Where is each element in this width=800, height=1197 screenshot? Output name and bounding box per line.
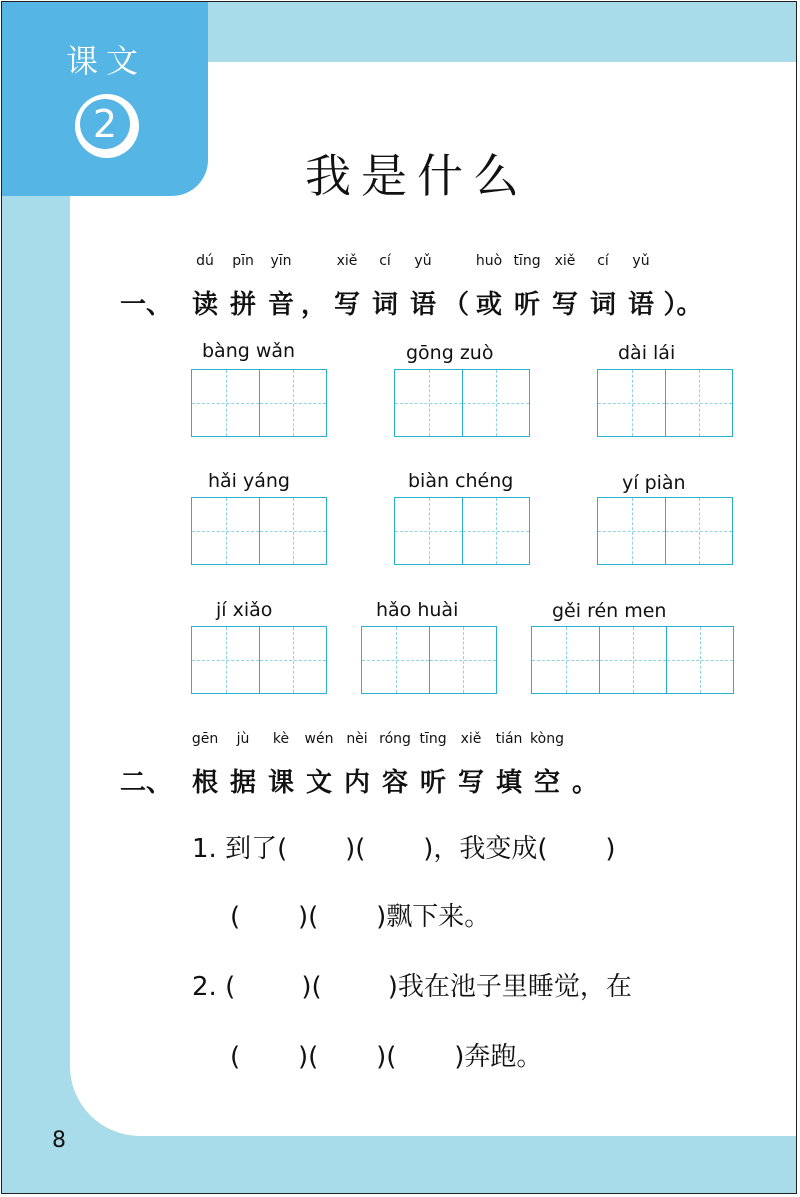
heading-char-text: 填 bbox=[496, 768, 523, 798]
heading-char-pinyin: kè bbox=[272, 731, 290, 747]
heading-char bbox=[224, 253, 262, 321]
heading-char-text: 音 bbox=[268, 290, 295, 320]
heading-char-text: 词 bbox=[372, 290, 399, 320]
word-pinyin: dài lái bbox=[618, 342, 676, 364]
writing-grid[interactable] bbox=[191, 626, 327, 694]
heading-char-pinyin: yǔ bbox=[632, 253, 650, 269]
word-pinyin: hǎo huài bbox=[376, 599, 459, 621]
writing-grid[interactable] bbox=[394, 497, 530, 565]
writing-grid[interactable] bbox=[191, 497, 327, 565]
heading-char-pinyin: xiě bbox=[460, 731, 482, 747]
writing-grid[interactable] bbox=[361, 626, 497, 694]
heading-char-pinyin: róng bbox=[379, 731, 411, 747]
section1-number: 一、 bbox=[120, 290, 173, 320]
writing-grid[interactable] bbox=[394, 369, 530, 437]
word-pinyin: bàng wǎn bbox=[202, 340, 296, 362]
heading-char-text: 。 bbox=[572, 768, 599, 798]
heading-char bbox=[546, 253, 584, 321]
heading-char-text: 课 bbox=[268, 768, 295, 798]
word-pinyin: gěi rén men bbox=[552, 600, 667, 622]
heading-char-text: ， bbox=[301, 290, 328, 320]
heading-char-text: 据 bbox=[230, 768, 257, 798]
section1-heading bbox=[120, 253, 706, 321]
heading-char bbox=[452, 731, 490, 799]
heading-char-pinyin: pīn bbox=[232, 253, 254, 269]
heading-char bbox=[660, 284, 706, 321]
heading-char-text: 语 bbox=[410, 290, 437, 320]
lesson-number: 2 bbox=[80, 99, 130, 149]
heading-char bbox=[338, 731, 376, 799]
fill-blank-line[interactable]: 2. ( )( )我在池子里睡觉，在 bbox=[192, 972, 632, 1002]
page-title: 我是什么 bbox=[305, 149, 529, 203]
heading-char bbox=[186, 731, 224, 799]
heading-char bbox=[508, 253, 546, 321]
writing-grid[interactable] bbox=[531, 626, 734, 694]
page-number: 8 bbox=[52, 1128, 66, 1153]
heading-char-pinyin: yīn bbox=[270, 253, 292, 269]
heading-char-text: 语 bbox=[628, 290, 655, 320]
heading-char-text: 写 bbox=[334, 290, 361, 320]
heading-char-pinyin: cí bbox=[379, 253, 391, 269]
heading-char-text: （ bbox=[443, 290, 470, 320]
heading-char-pinyin: yǔ bbox=[414, 253, 432, 269]
heading-char-pinyin: tián bbox=[495, 731, 523, 747]
heading-char bbox=[404, 253, 442, 321]
heading-char-pinyin: dú bbox=[196, 253, 214, 269]
heading-char bbox=[490, 731, 528, 799]
word-pinyin: biàn chéng bbox=[408, 470, 514, 492]
word-pinyin: hǎi yáng bbox=[208, 470, 290, 492]
fill-blank-line[interactable]: ( )( )飘下来。 bbox=[230, 902, 491, 932]
heading-char-pinyin: gēn bbox=[191, 731, 219, 747]
page-frame bbox=[1, 1, 797, 1194]
heading-char bbox=[224, 731, 262, 799]
heading-char-text: 拼 bbox=[230, 290, 257, 320]
fill-blank-line[interactable]: 1. 到了( )( )，我变成( ) bbox=[192, 834, 616, 864]
heading-char bbox=[300, 731, 338, 799]
heading-char-text: 写 bbox=[458, 768, 485, 798]
writing-grid[interactable] bbox=[597, 497, 733, 565]
heading-char-text: 读 bbox=[192, 290, 219, 320]
heading-char bbox=[186, 253, 224, 321]
heading-char bbox=[566, 762, 604, 799]
heading-char-text: 根 bbox=[192, 768, 219, 798]
heading-char-pinyin: tīng bbox=[419, 731, 447, 747]
word-pinyin: yí piàn bbox=[622, 472, 686, 494]
heading-char bbox=[528, 731, 566, 799]
heading-char bbox=[470, 253, 508, 321]
heading-char-text: 或 bbox=[476, 290, 503, 320]
heading-char-text: 词 bbox=[590, 290, 617, 320]
heading-char-text: 容 bbox=[382, 768, 409, 798]
heading-char bbox=[262, 253, 300, 321]
heading-char-text: 空 bbox=[534, 768, 561, 798]
heading-char-text: 文 bbox=[306, 768, 333, 798]
heading-char-pinyin: nèi bbox=[346, 731, 368, 747]
heading-char bbox=[442, 284, 470, 321]
heading-char bbox=[366, 253, 404, 321]
lesson-tab-label: 课文 bbox=[66, 42, 147, 80]
writing-grid[interactable] bbox=[191, 369, 327, 437]
heading-char-text: 听 bbox=[420, 768, 447, 798]
writing-grid[interactable] bbox=[597, 369, 733, 437]
heading-char bbox=[414, 731, 452, 799]
heading-char-text: 写 bbox=[552, 290, 579, 320]
heading-char-text: 听 bbox=[514, 290, 541, 320]
heading-char bbox=[622, 253, 660, 321]
heading-char-text: 内 bbox=[344, 768, 371, 798]
heading-char-pinyin: cí bbox=[597, 253, 609, 269]
fill-blank-line[interactable]: ( )( )( )奔跑。 bbox=[230, 1042, 543, 1072]
heading-char-pinyin: kòng bbox=[530, 731, 564, 747]
heading-char-pinyin: xiě bbox=[554, 253, 576, 269]
heading-char bbox=[328, 253, 366, 321]
heading-char bbox=[584, 253, 622, 321]
heading-char-pinyin: wén bbox=[304, 731, 334, 747]
heading-char-pinyin: jù bbox=[236, 731, 250, 747]
heading-char-text: ）。 bbox=[663, 290, 703, 320]
heading-char bbox=[376, 731, 414, 799]
heading-char-pinyin: xiě bbox=[336, 253, 358, 269]
word-pinyin: gōng zuò bbox=[406, 342, 494, 364]
word-pinyin: jí xiǎo bbox=[216, 599, 273, 621]
heading-char-pinyin: huò bbox=[475, 253, 503, 269]
heading-char bbox=[300, 284, 328, 321]
section2-number: 二、 bbox=[120, 768, 173, 798]
heading-char-pinyin: tīng bbox=[513, 253, 541, 269]
heading-char bbox=[262, 731, 300, 799]
section2-heading bbox=[120, 731, 604, 799]
